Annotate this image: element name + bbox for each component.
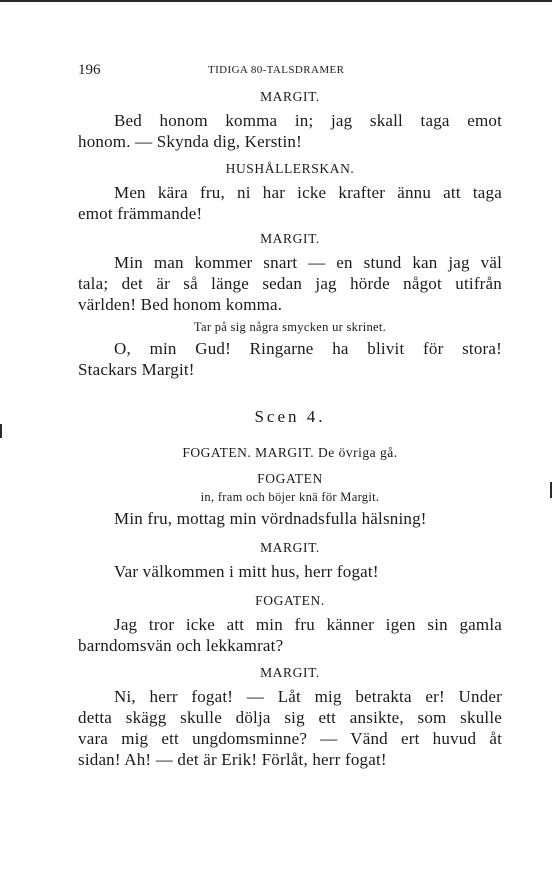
speaker-name: MARGIT. [260,89,320,104]
dialogue-line: Men kära fru, ni har icke krafter ännu att taga [114,183,502,202]
dialogue-line: sidan! Ah! — det är Erik! Förlåt, herr fogat! [78,750,387,769]
speaker-name: MARGIT. [260,231,320,246]
dialogue-line: barndomsvän och lekkamrat? [78,636,284,655]
speaker-name: MARGIT. [260,665,320,680]
top-edge-rule [0,0,552,2]
scene-characters: FOGATEN. MARGIT. De övriga gå. [182,445,398,460]
scene-heading: Scen 4. [254,407,326,426]
dialogue-line: Min fru, mottag min vördnadsfulla hälsning! [114,509,427,528]
speaker-name: HUSHÅLLERSKAN. [225,161,355,176]
dialogue-line: Bed honom komma in; jag skall taga emot [114,111,502,130]
dialogue-line: O, min Gud! Ringarne ha blivit för stora! [114,339,502,358]
speaker-name: FOGATEN. [255,593,325,608]
dialogue-line: tala; det är så länge sedan jag hörde något utifrån [78,274,502,293]
dialogue-line: Jag tror icke att min fru känner igen sin gamla [114,615,502,634]
dialogue-line: detta skägg skulle dölja sig ett ansikte, som skulle [78,708,502,727]
book-title: TIDIGA 80-TALSDRAMER [208,64,345,76]
dialogue-line: världen! Bed honom komma. [78,295,283,314]
stage-direction: Tar på sig några smycken ur skrinet. [193,320,387,334]
page-text [78,88,502,770]
speaker-name: MARGIT. [260,540,320,555]
dialogue-line: Var välkommen i mitt hus, herr fogat! [114,562,379,581]
dialogue-line: vara mig ett ungdomsminne? — Vänd ert huvud åt [78,729,502,748]
dialogue-line: emot främmande! [78,204,203,223]
dialogue-line: Ni, herr fogat! — Låt mig betrakta er! Under [114,687,502,706]
dialogue-line: honom. — Skynda dig, Kerstin! [78,132,302,151]
running-head [78,62,502,80]
left-edge-mark [0,424,2,438]
dialogue-line: Stackars Margit! [78,360,195,379]
dialogue-line: Min man kommer snart — en stund kan jag väl [114,253,502,272]
page-number: 196 [78,62,101,78]
stage-direction: in, fram och böjer knä för Margit. [200,490,380,504]
speaker-name: FOGATEN [257,471,323,486]
